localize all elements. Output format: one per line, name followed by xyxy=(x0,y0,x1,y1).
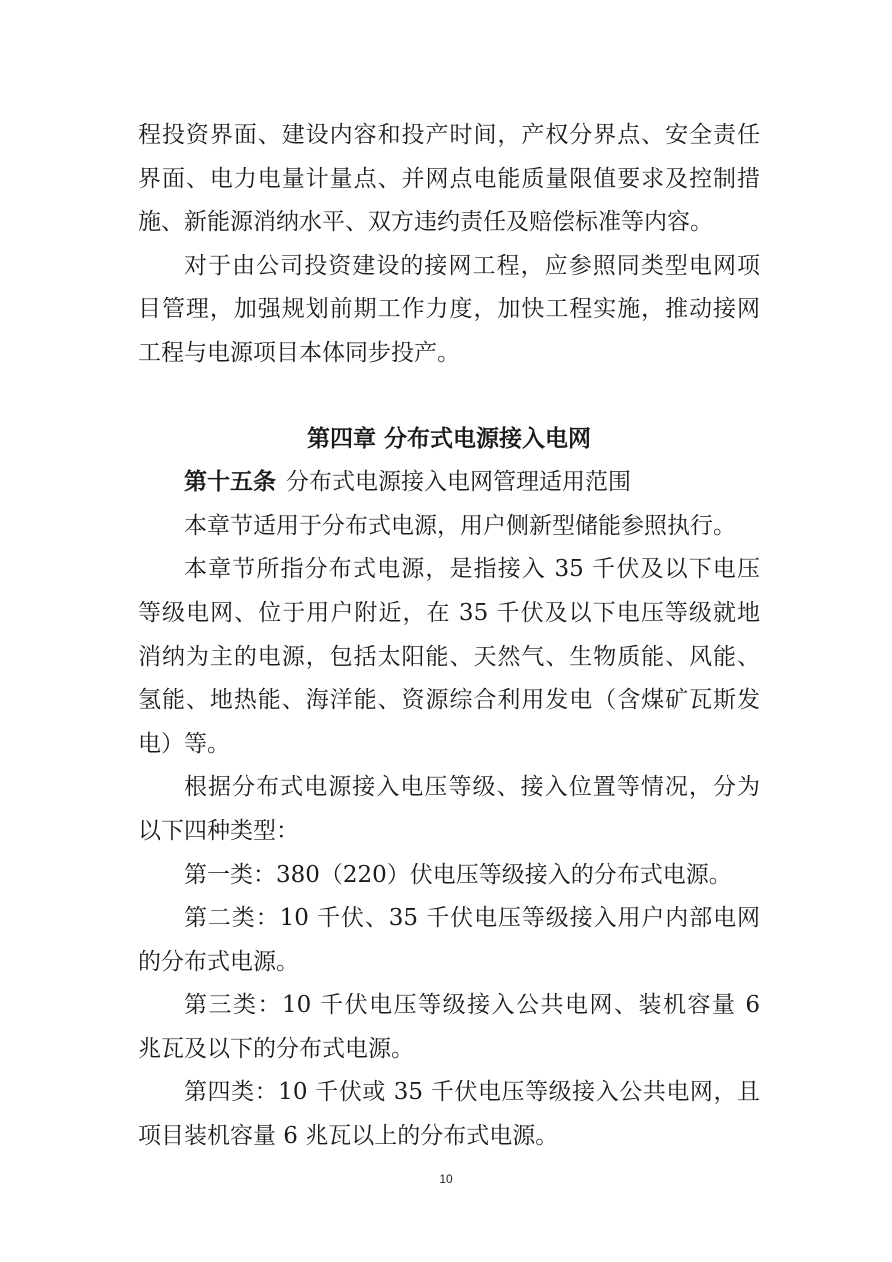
text-line: 目管理，加强规划前期工作力度，加快工程实施，推动接网 xyxy=(138,296,760,323)
text-line: 根据分布式电源接入电压等级、接入位置等情况，分为 xyxy=(184,774,760,801)
text-line: 以下四种类型： xyxy=(138,817,299,844)
text-line: 的分布式电源。 xyxy=(138,948,299,975)
page-number: 10 xyxy=(439,1172,453,1186)
paragraph-type-4 xyxy=(138,1071,760,1158)
paragraph-scope xyxy=(138,505,760,549)
paragraph-company-investment xyxy=(138,245,760,376)
text-line: 第四类：10 千伏或 35 千伏电压等级接入公共电网，且 xyxy=(184,1079,760,1106)
text-line: 第三类：10 千伏电压等级接入公共电网、装机容量 6 xyxy=(184,992,760,1019)
article-heading xyxy=(138,461,760,505)
article-number: 第十五条 xyxy=(184,469,276,496)
text-line: 程投资界面、建设内容和投产时间，产权分界点、安全责任 xyxy=(138,122,760,148)
text-line: 工程与电源项目本体同步投产。 xyxy=(138,339,460,366)
text-line: 本章节所指分布式电源，是指接入 35 千伏及以下电压 xyxy=(184,556,760,583)
chapter-heading: 第四章 分布式电源接入电网 xyxy=(306,425,591,452)
paragraph-type-2 xyxy=(138,897,760,984)
text-line: 兆瓦及以下的分布式电源。 xyxy=(138,1035,414,1062)
text-line: 界面、电力电量计量点、并网点电能质量限值要求及控制措 xyxy=(138,165,760,192)
text-line: 第一类：380（220）伏电压等级接入的分布式电源。 xyxy=(184,861,732,888)
text-line: 第二类：10 千伏、35 千伏电压等级接入用户内部电网 xyxy=(184,905,760,932)
text-line: 氢能、地热能、海洋能、资源综合利用发电（含煤矿瓦斯发 xyxy=(138,687,760,714)
paragraph-contract-contents xyxy=(138,114,760,245)
text-line: 项目装机容量 6 兆瓦以上的分布式电源。 xyxy=(138,1123,559,1150)
text-line: 施、新能源消纳水平、双方违约责任及赔偿标准等内容。 xyxy=(138,209,713,236)
text-line: 本章节适用于分布式电源，用户侧新型储能参照执行。 xyxy=(184,512,736,539)
paragraph-type-3 xyxy=(138,984,760,1071)
text-line: 等级电网、位于用户附近，在 35 千伏及以下电压等级就地 xyxy=(138,599,760,626)
text-line: 消纳为主的电源，包括太阳能、天然气、生物质能、风能、 xyxy=(138,643,760,670)
paragraph-definition xyxy=(138,548,760,766)
paragraph-type-1 xyxy=(138,854,760,898)
text-line: 对于由公司投资建设的接网工程，应参照同类型电网项 xyxy=(184,252,760,279)
section-spacer xyxy=(138,376,760,418)
text-line: 电）等。 xyxy=(138,730,230,757)
paragraph-classification xyxy=(138,766,760,853)
article-title: 分布式电源接入电网管理适用范围 xyxy=(286,469,631,496)
document-body xyxy=(138,114,760,1159)
